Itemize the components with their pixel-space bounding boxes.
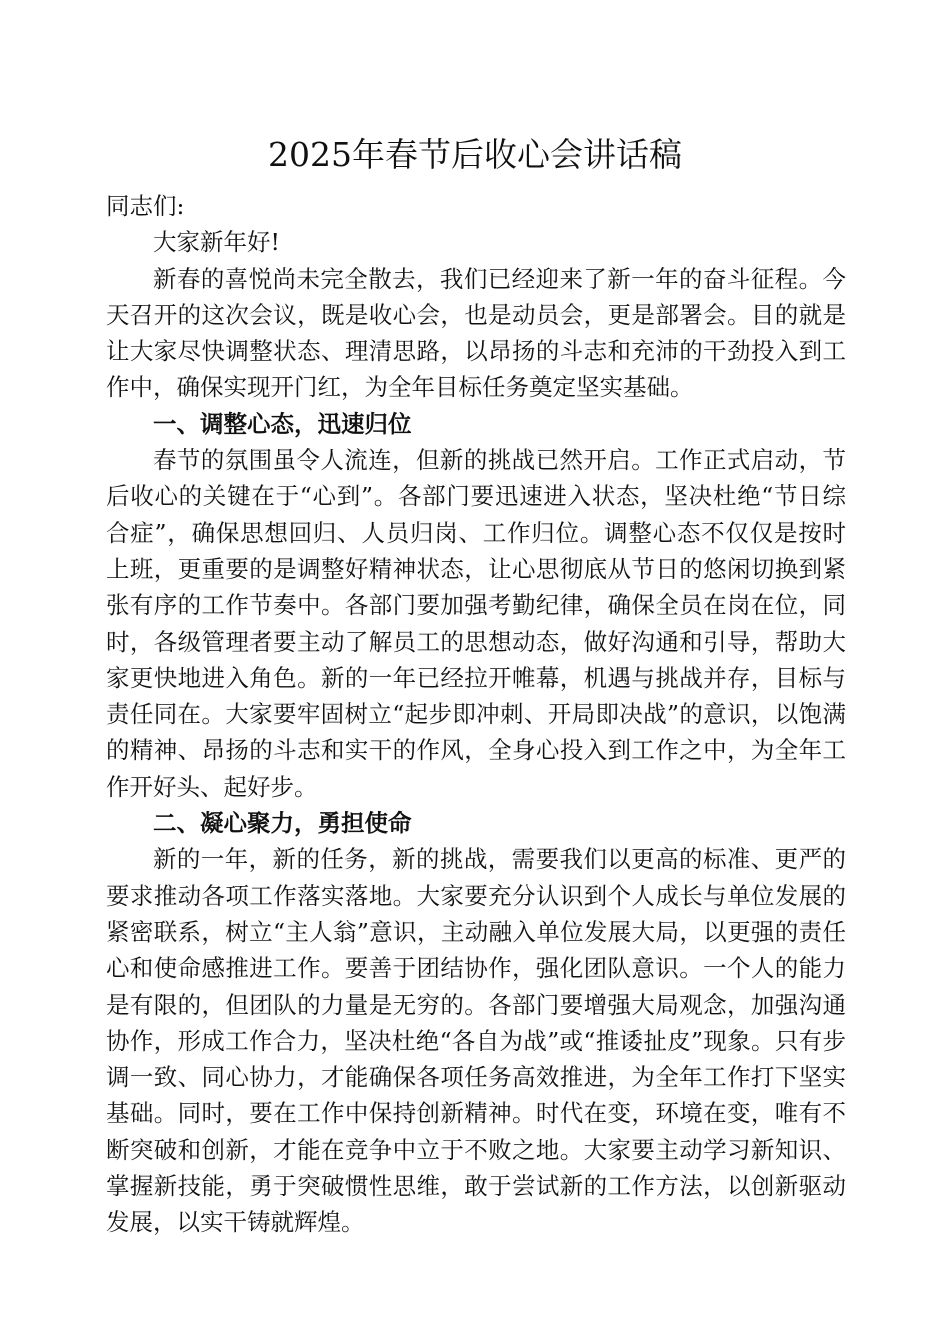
intro-paragraph: 新春的喜悦尚未完全散去，我们已经迎来了新一年的奋斗征程。今天召开的这次会议，既是收心会，也是动员会，更是部署会。目的就是让大家尽快调整状态、理清思路，以昂扬的斗志和充沛的干劲投入到工作中，确保实现开门红，为全年目标任务奠定坚实基础。 xyxy=(106,264,846,402)
greeting: 大家新年好! xyxy=(153,228,280,257)
section-heading-2: 二、凝心聚力，勇担使命 xyxy=(153,809,412,838)
document-body xyxy=(106,188,846,1241)
salutation: 同志们: xyxy=(106,192,185,220)
section-body-1: 春节的氛围虽令人流连，但新的挑战已然开启。工作正式启动，节后收心的关键在于“心到”。各部门要迅速进入状态，坚决杜绝“节日综合症”，确保思想回归、人员归岗、工作归位。调整心态不仅仅是按时上班，更重要的是调整好精神状态，让心思彻底从节日的悠闲切换到紧张有序的工作节奏中。各部门要加强考勤纪律，确保全员在岗在位，同时，各级管理者要主动了解员工的思想动态，做好沟通和引导，帮助大家更快地进入角色。新的一年已经拉开帷幕，机遇与挑战并存，目标与责任同在。大家要牢固树立“起步即冲刺、开局即决战”的意识，以饱满的精神、昂扬的斗志和实干的作风，全身心投入到工作之中，为全年工作开好头、起好步。 xyxy=(106,446,846,801)
document-title: 2025年春节后收心会讲话稿 xyxy=(268,135,682,174)
section-heading-1: 一、调整心态，迅速归位 xyxy=(153,409,412,438)
section-body-2: 新的一年，新的任务，新的挑战，需要我们以更高的标准、更严的要求推动各项工作落实落地。大家要充分认识到个人成长与单位发展的紧密联系，树立“主人翁”意识，主动融入单位发展大局，以更强的责任心和使命感推进工作。要善于团结协作，强化团队意识。一个人的能力是有限的，但团队的力量是无穷的。各部门要增强大局观念，加强沟通协作，形成工作合力，坚决杜绝“各自为战”或“推诿扯皮”现象。只有步调一致、同心协力，才能确保各项任务高效推进，为全年工作打下坚实基础。同时，要在工作中保持创新精神。时代在变，环境在变，唯有不断突破和创新，才能在竞争中立于不败之地。大家要主动学习新知识、掌握新技能，勇于突破惯性思维，敢于尝试新的工作方法，以创新驱动发展，以实干铸就辉煌。 xyxy=(106,845,846,1237)
